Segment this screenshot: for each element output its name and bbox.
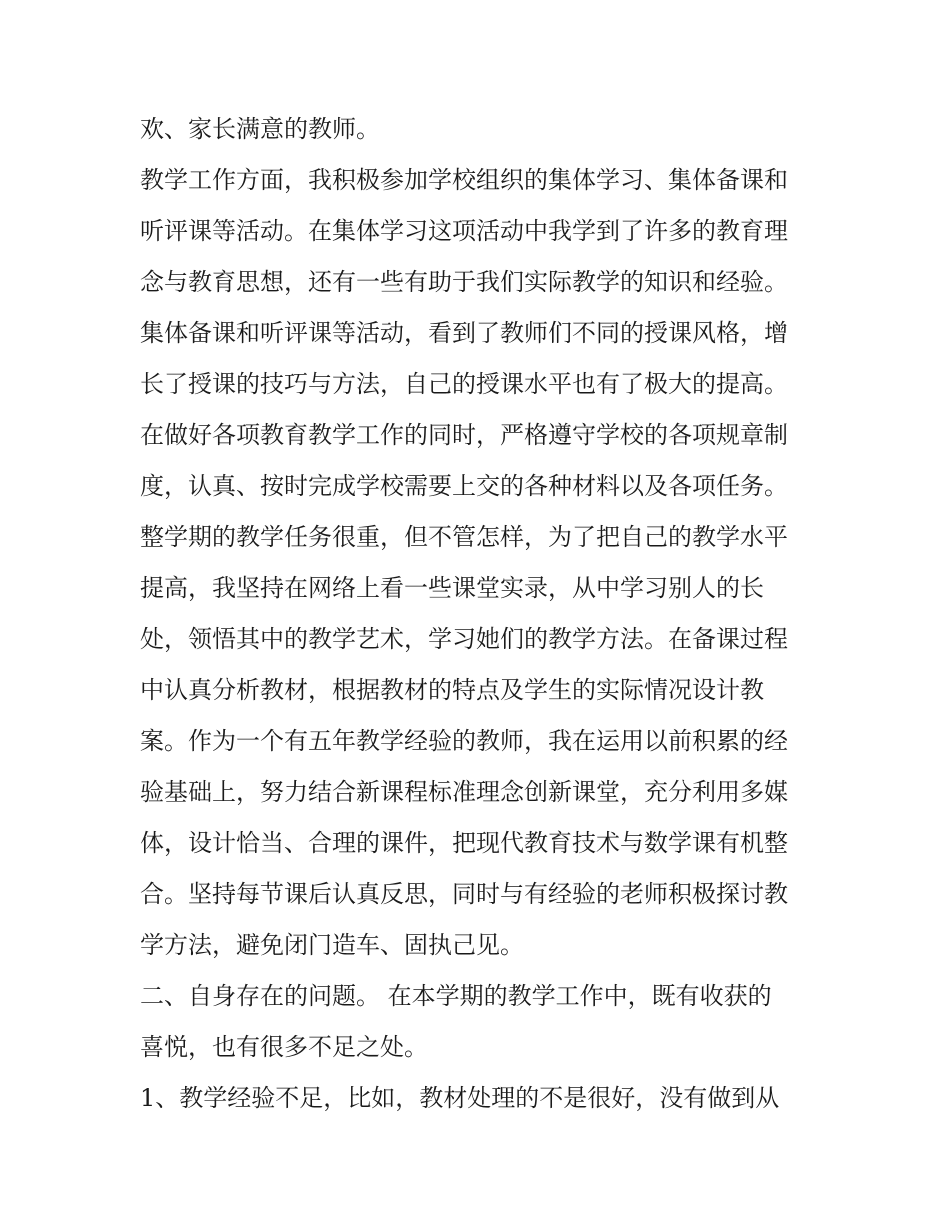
text-line: 集体备课和听评课等活动，看到了教师们不同的授课风格，增 [140,319,788,347]
text-line: 念与教育思想，还有一些有助于我们实际教学的知识和经验。 [140,268,788,296]
text-line: 验基础上，努力结合新课程标准理念创新课堂，充分利用多媒 [140,778,788,806]
text-line: 欢、家长满意的教师。 [140,115,380,143]
text-line: 中认真分析教材，根据教材的特点及学生的实际情况设计教 [140,676,764,704]
text-line: 合。坚持每节课后认真反思，同时与有经验的老师积极探讨教 [140,880,788,908]
text-line: 度，认真、按时完成学校需要上交的各种材料以及各项任务。 [140,472,788,500]
text-line: 二、自身存在的问题。 在本学期的教学工作中，既有收获的 [140,982,772,1010]
text-line: 长了授课的技巧与方法，自己的授课水平也有了极大的提高。 [140,370,788,398]
text-line: 整学期的教学任务很重，但不管怎样，为了把自己的教学水平 [140,523,788,551]
text-line: 案。作为一个有五年教学经验的教师，我在运用以前积累的经 [140,727,788,755]
text-line: 1、教学经验不足，比如，教材处理的不是很好，没有做到从 [140,1084,780,1112]
text-line: 学方法，避免闭门造车、固执己见。 [140,931,524,959]
text-line: 处，领悟其中的教学艺术，学习她们的教学方法。在备课过程 [140,625,788,653]
text-line: 喜悦，也有很多不足之处。 [140,1033,428,1061]
text-line: 在做好各项教育教学工作的同时，严格遵守学校的各项规章制 [140,421,788,449]
text-line: 听评课等活动。在集体学习这项活动中我学到了许多的教育理 [140,217,788,245]
text-line: 体，设计恰当、合理的课件，把现代教育技术与数学课有机整 [140,829,788,857]
text-line: 提高，我坚持在网络上看一些课堂实录，从中学习别人的长 [140,574,764,602]
text-line: 教学工作方面，我积极参加学校组织的集体学习、集体备课和 [140,166,788,194]
